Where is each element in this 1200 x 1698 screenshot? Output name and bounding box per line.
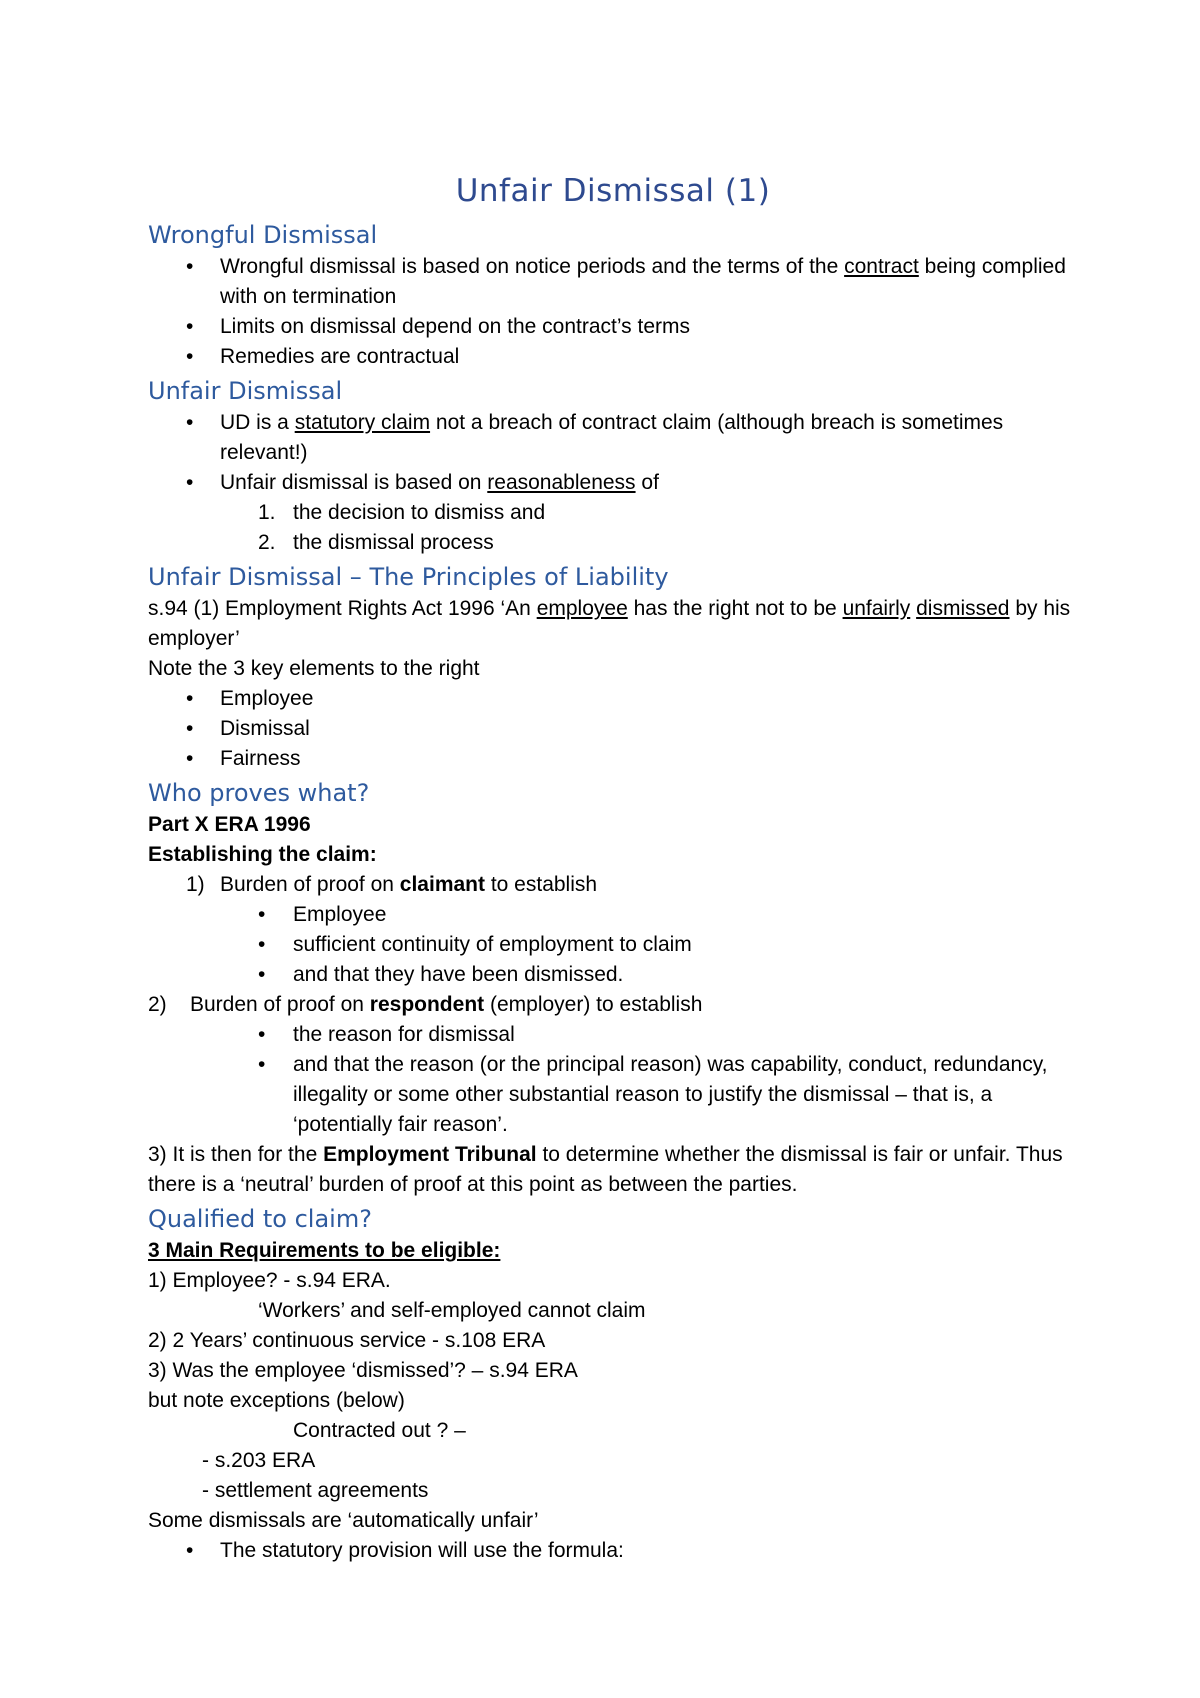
list-item: • the reason for dismissal bbox=[148, 1020, 1078, 1050]
automatically-unfair-text: Some dismissals are ‘automatically unfair’ bbox=[148, 1509, 539, 1532]
list-item: • Limits on dismissal depend on the contract’s terms bbox=[148, 312, 1078, 342]
list-item: • Wrongful dismissal is based on notice periods and the terms of the contract being complied with on termination bbox=[148, 252, 1078, 312]
list-item: • and that they have been dismissed. bbox=[148, 960, 1078, 990]
heading-who-proves-what: Who proves what? bbox=[148, 779, 370, 807]
list-item: • UD is a statutory claim not a breach of contract claim (although breach is sometimes relevant!) bbox=[148, 408, 1078, 468]
contracted-out-item: - s.203 ERA bbox=[202, 1449, 316, 1472]
part-label: Part X ERA 1996 bbox=[148, 813, 311, 836]
list-item: • Remedies are contractual bbox=[148, 342, 1078, 372]
tribunal-paragraph: 3) It is then for the Employment Tribunal to determine whether the dismissal is fair or unfair. Thus there is a ‘neutral’ burden of proof at this point as between the parties. bbox=[148, 1143, 1063, 1196]
requirement-2: 2) 2 Years’ continuous service - s.108 ERA bbox=[148, 1329, 546, 1352]
list-item: • The statutory provision will use the formula: bbox=[148, 1536, 1078, 1566]
key-elements-list bbox=[148, 684, 1078, 774]
unfair-list bbox=[148, 408, 1078, 498]
document-page bbox=[148, 160, 1078, 1566]
wrongful-list bbox=[148, 252, 1078, 372]
heading-qualified-to-claim: Qualified to claim? bbox=[148, 1205, 372, 1233]
statute-quote: s.94 (1) Employment Rights Act 1996 ‘An employee has the right not to be unfairly dismissed by his employer’ bbox=[148, 597, 1071, 650]
establishing-label: Establishing the claim: bbox=[148, 843, 377, 866]
requirements-label: 3 Main Requirements to be eligible: bbox=[148, 1239, 501, 1262]
heading-unfair-dismissal: Unfair Dismissal bbox=[148, 377, 343, 405]
document-title: Unfair Dismissal (1) bbox=[455, 173, 771, 209]
list-item: • sufficient continuity of employment to claim bbox=[148, 930, 1078, 960]
list-item: • Employee bbox=[148, 684, 1078, 714]
list-item: • Employee bbox=[148, 900, 1078, 930]
requirement-3: 3) Was the employee ‘dismissed’? – s.94 ERA bbox=[148, 1359, 578, 1382]
heading-principles-of-liability: Unfair Dismissal – The Principles of Liability bbox=[148, 563, 669, 591]
contracted-out-text: Contracted out ? – bbox=[293, 1419, 466, 1442]
heading-wrongful-dismissal: Wrongful Dismissal bbox=[148, 221, 378, 249]
list-item: • Unfair dismissal is based on reasonableness of bbox=[148, 468, 1078, 498]
requirement-1: 1) Employee? - s.94 ERA. bbox=[148, 1269, 391, 1292]
list-item: • Fairness bbox=[148, 744, 1078, 774]
note-text: Note the 3 key elements to the right bbox=[148, 657, 480, 680]
list-item: • and that the reason (or the principal reason) was capability, conduct, redundancy, illegality or some other substantial reason to justify the dismissal – that is, a ‘potentially fair reason’. bbox=[148, 1050, 1078, 1140]
respondent-list bbox=[148, 1020, 1078, 1140]
formula-list bbox=[148, 1536, 1078, 1566]
numbered-item: 1. the decision to dismiss and bbox=[258, 501, 546, 524]
numbered-item: 1) Burden of proof on claimant to establish bbox=[186, 873, 598, 896]
exceptions-text: but note exceptions (below) bbox=[148, 1389, 405, 1412]
contracted-out-item: - settlement agreements bbox=[202, 1479, 429, 1502]
requirement-1-note: ‘Workers’ and self-employed cannot claim bbox=[258, 1299, 646, 1322]
claimant-list bbox=[148, 900, 1078, 990]
numbered-item: 2) Burden of proof on respondent (employer) to establish bbox=[148, 993, 703, 1016]
numbered-item: 2. the dismissal process bbox=[258, 531, 494, 554]
list-item: • Dismissal bbox=[148, 714, 1078, 744]
